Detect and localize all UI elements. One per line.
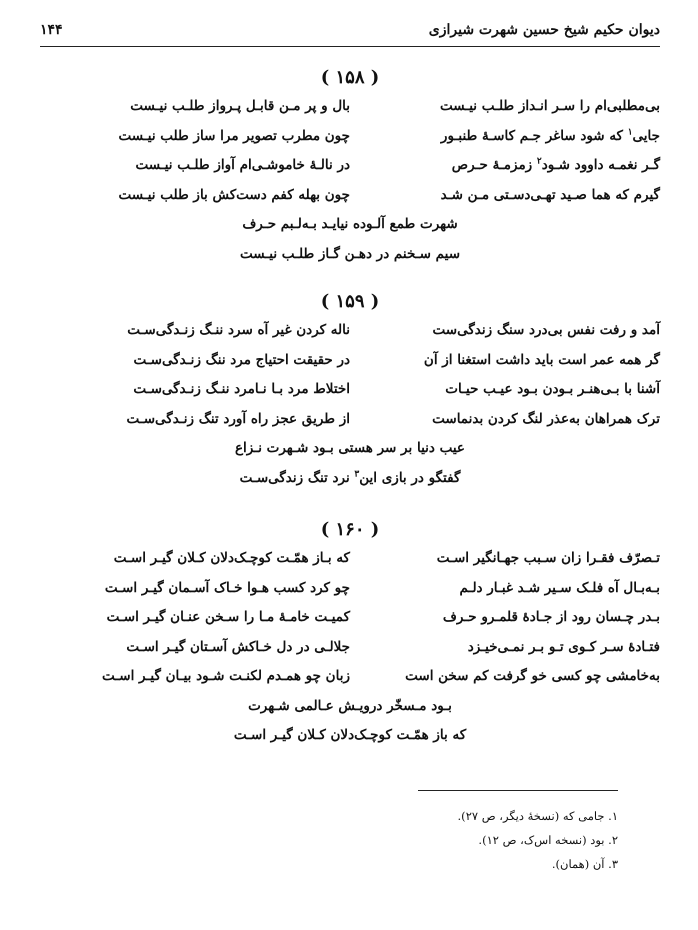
hemistich-right: بی‌مطلبی‌ام را سـر انـداز طلـب نیـست [439, 98, 660, 114]
hemistich-left: جلالـی در دل خـاکش آسـتان گیـر اسـت [126, 638, 350, 655]
closing-line [40, 464, 660, 494]
hemistich-right: گیرم که هما صـید تهـی‌دسـتی مـن شـد [440, 186, 660, 203]
hemistich-right: تـصرّف فقـرا زان سـبب جهـانگیر اسـت [436, 550, 660, 566]
footnote-marker: ۳ [354, 469, 360, 479]
hemistich-left: اختلاط مرد بـا نـامرد ننـگ زنـدگی‌سـت [133, 381, 350, 397]
poem-title: ( ۱۵۸ ) [320, 67, 380, 88]
hemistich-left: که بـاز همّـت کوچـک‌دلان کـلان گیـر اسـت [113, 550, 350, 566]
couplet [40, 633, 660, 663]
footnotes [318, 804, 618, 876]
footnote-marker: ۱ [627, 127, 633, 137]
hemistich-left: زبان چو همـدم لکنـت شـود بیـان گیـر اسـت [102, 668, 350, 684]
footnote-3: ۳. آن (همان). [551, 857, 618, 871]
couplet [40, 662, 660, 692]
couplet [40, 122, 660, 152]
couplet [40, 151, 660, 181]
poem-160 [40, 516, 660, 751]
footnote-2: ۲. بود (نسخه اس‌ک، ص ۱۲). [478, 833, 618, 847]
poem-title: ( ۱۵۹ ) [320, 291, 380, 312]
couplet [40, 92, 660, 122]
closing-line: عیب دنیا بر سر هستی بـود شـهرت نـزاع [234, 440, 465, 456]
hemistich-left: کمیـت خامـهٔ مـا را سـخن عنـان گیـر اسـت [106, 609, 350, 625]
page-header [40, 18, 660, 44]
closing-text: گفتگو در بازی این [359, 469, 461, 486]
hemistich-right: به‌خامشی چو کسی خو گرفت کم سخن است [405, 668, 660, 684]
book-title: دیوان حکیم شیخ حسین شهرت شیرازی [428, 22, 660, 38]
couplet [40, 574, 660, 604]
hemistich-left: در نالـهٔ خاموشـی‌ام آواز طلـب نیـست [135, 157, 350, 173]
hemistich-left: از طریق عجز راه آورد تنگ زنـدگی‌سـت [126, 410, 350, 427]
closing-line: که باز همّـت کوچـک‌دلان کـلان گیـر اسـت [233, 727, 467, 743]
hemistich-right: بـدر چـسان رود از جـادهٔ قلمـرو حـرف [442, 609, 660, 625]
couplet [40, 405, 660, 435]
hemistich-right [390, 122, 660, 152]
hemistich-left: چو کرد کسب هـوا خـاک آسـمان گیـر اسـت [104, 579, 350, 596]
hemistich-text-rest: که شود ساغر جـم کاسـهٔ طنبـور [440, 127, 628, 144]
poem-title: ( ۱۶۰ ) [320, 519, 380, 540]
hemistich-text-rest: زمزمـهٔ حـرص [451, 157, 537, 173]
hemistich-left: چون بهله کفم دست‌کش باز طلب نیـست [118, 186, 350, 203]
hemistich-right [390, 151, 660, 181]
hemistich-text: جایی [632, 127, 660, 144]
couplet [40, 603, 660, 633]
couplet [40, 346, 660, 376]
hemistich-right: آشنا با بـی‌هنـر بـودن بـود عیـب حیـات [445, 381, 660, 397]
hemistich-left: چون مطرب تصویر مرا ساز طلب نیـست [118, 127, 350, 144]
couplet [40, 316, 660, 346]
closing-line: سیم سـخنم در دهـن گـاز طلـب نیـست [239, 245, 461, 262]
footnote-marker: ۲ [536, 156, 542, 167]
poem-159 [40, 288, 660, 493]
closing-line: بـود مـسخّر درویـش عـالمی شـهرت [248, 697, 452, 714]
couplet [40, 181, 660, 211]
hemistich-right: گر همه عمر است باید داشت استغنا از آن [423, 351, 660, 368]
page-number: ۱۴۴ [40, 22, 63, 38]
hemistich-text: گـر نغمـه داوود شـود [541, 157, 660, 173]
footnote-divider [418, 790, 618, 791]
hemistich-left: بال و پر مـن قابـل پـرواز طلـب نیـست [130, 98, 350, 114]
hemistich-left: در حقیقت احتیاج مرد ننگ زنـدگی‌سـت [133, 351, 350, 368]
poem-158 [40, 64, 660, 269]
hemistich-right: فتـادهٔ سـر کـوی تـو بـر نمـی‌خیـزد [467, 638, 660, 655]
header-divider [40, 46, 660, 47]
hemistich-right: آمد و رفت نفس بی‌درد سنگ زندگی‌ست [432, 322, 660, 338]
couplet [40, 544, 660, 574]
hemistich-right: ترک همراهان به‌عذر لنگ کردن بدنماست [432, 410, 660, 427]
hemistich-right: بـه‌بـال آه فلـک سـیر شـد غبـار دلـم [459, 579, 660, 596]
couplet [40, 375, 660, 405]
closing-line: شهرت طمع آلـوده نیایـد بـه‌لـبم حـرف [242, 216, 458, 232]
hemistich-left: ناله کردن غیر آه سرد ننـگ زنـدگی‌سـت [127, 322, 350, 338]
closing-text-rest: نرد تنگ زندگی‌سـت [239, 469, 355, 486]
footnote-1: ۱. جامی که (نسخهٔ دیگر، ص ۲۷). [457, 809, 618, 823]
